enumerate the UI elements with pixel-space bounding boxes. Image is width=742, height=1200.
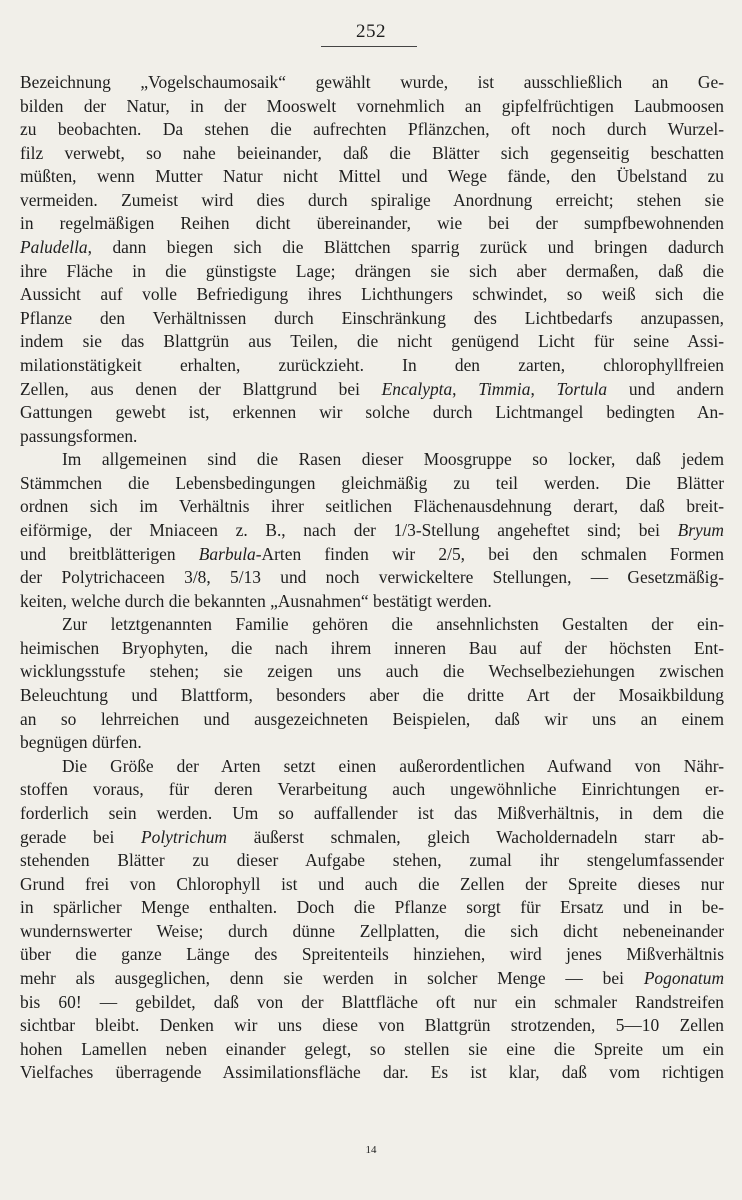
text-line: Gattungen gewebt ist, erkennen wir solche durch Lichtmangel bedingten An- bbox=[20, 402, 724, 423]
text-line: wundernswerter Weise; durch dünne Zellplatten, die sich dicht nebeneinander bbox=[20, 920, 724, 941]
text-line: sichtbar bleibt. Denken wir uns diese von Blattgrün strotzenden, 5—10 Zellen bbox=[20, 1015, 724, 1036]
text-line: ihre Fläche in die günstigste Lage; drängen sie sich aber dermaßen, daß die bbox=[20, 260, 724, 281]
header-rule bbox=[321, 46, 417, 47]
text-line: passungsformen. bbox=[20, 425, 138, 446]
text-line: ordnen sich im Verhältnis ihrer seitlichen Flächenausdehnung derart, daß breit- bbox=[20, 496, 724, 517]
text-line: zu beobachten. Da stehen die aufrechten Pflänzchen, oft noch durch Wurzel- bbox=[20, 119, 724, 140]
text-line: indem sie das Blattgrün aus Teilen, die nicht genügend Licht für seine Assi- bbox=[20, 331, 724, 352]
signature-mark: 14 bbox=[365, 1144, 377, 1156]
text-line: Zellen, aus denen der Blattgrund bei Encalypta, Timmia, Tortula und andern bbox=[20, 378, 724, 399]
text-line: hohen Lamellen neben einander gelegt, so stellen sie eine die Spreite um ein bbox=[20, 1038, 724, 1059]
text-line: Vielfaches überragende Assimilationsfläche dar. Es ist klar, daß vom richtigen bbox=[20, 1062, 724, 1083]
text-line: in regelmäßigen Reihen dicht übereinander, wie bei der sumpfbewohnenden bbox=[20, 213, 724, 234]
text-line: und breitblätterigen Barbula-Arten finden wir 2/5, bei den schmalen Formen bbox=[20, 543, 724, 564]
text-line: filz verwebt, so nahe beieinander, daß die Blätter sich gegenseitig beschatten bbox=[20, 142, 724, 163]
text-line: an so lehrreichen und ausgezeichneten Beispielen, daß wir uns an einem bbox=[20, 708, 724, 729]
text-line: Bezeichnung „Vogelschaumosaik“ gewählt wurde, ist ausschließlich an Ge- bbox=[20, 72, 724, 92]
text-line: mehr als ausgeglichen, denn sie werden in solcher Menge — bei Pogonatum bbox=[20, 967, 724, 988]
text-line: bis 60! — gebildet, daß von der Blattfläche oft nur ein schmaler Randstreifen bbox=[20, 991, 724, 1012]
text-line: über die ganze Länge des Spreitenteils hinziehen, wird jenes Mißverhältnis bbox=[20, 944, 724, 965]
text-line: Zur letztgenannten Familie gehören die ansehnlichsten Gestalten der ein- bbox=[62, 614, 724, 635]
text-line: Paludella, dann biegen sich die Blättchen sparrig zurück und bringen dadurch bbox=[20, 237, 724, 258]
paragraph bbox=[20, 448, 724, 613]
text-line: stehenden Blätter zu dieser Aufgabe stehen, zumal ihr stengelumfassender bbox=[20, 850, 724, 871]
text-line: heimischen Bryophyten, die nach ihrem inneren Bau auf der höchsten Ent- bbox=[20, 637, 724, 658]
text-line: milationstätigkeit erhalten, zurückzieht. In den zarten, chlorophyllfreien bbox=[20, 354, 724, 375]
text-line: keiten, welche durch die bekannten „Ausnahmen“ bestätigt werden. bbox=[20, 590, 492, 611]
text-line: forderlich sein werden. Um so auffallender ist das Mißverhältnis, in dem die bbox=[20, 802, 724, 823]
paragraph bbox=[20, 71, 724, 448]
text-line: eiförmige, der Mniaceen z. B., nach der 1/3-Stellung angeheftet sind; bei Bryum bbox=[20, 519, 724, 540]
text-line: Stämmchen die Lebensbedingungen gleichmäßig zu teil werden. Die Blätter bbox=[20, 472, 724, 493]
text-line: Aussicht auf volle Befriedigung ihres Lichthungers schwindet, so weiß sich die bbox=[20, 284, 724, 305]
text-line: begnügen dürfen. bbox=[20, 732, 142, 753]
text-line: vermeiden. Zumeist wird dies durch spiralige Anordnung erreicht; stehen sie bbox=[20, 189, 724, 210]
text-line: stoffen voraus, für deren Verarbeitung auch ungewöhnliche Einrichtungen er- bbox=[20, 779, 724, 800]
text-line: Pflanze den Verhältnissen durch Einschränkung des Lichtbedarfs anzupassen, bbox=[20, 307, 724, 328]
text-line: der Polytrichaceen 3/8, 5/13 und noch verwickeltere Stellungen, — Gesetzmäßig- bbox=[20, 567, 724, 588]
text-line: müßten, wenn Mutter Natur nicht Mittel und Wege fände, den Übelstand zu bbox=[20, 166, 724, 187]
text-line: gerade bei Polytrichum äußerst schmalen, gleich Wacholdernadeln starr ab- bbox=[20, 826, 725, 847]
paragraph bbox=[20, 613, 724, 754]
page-number: 252 bbox=[356, 21, 386, 42]
text-line: Im allgemeinen sind die Rasen dieser Moosgruppe so locker, daß jedem bbox=[62, 449, 724, 470]
text-line: Grund frei von Chlorophyll ist und auch die Zellen der Spreite dieses nur bbox=[20, 873, 724, 894]
text-line: Die Größe der Arten setzt einen außerordentlichen Aufwand von Nähr- bbox=[62, 755, 724, 776]
body-text bbox=[20, 71, 724, 1085]
text-line: in spärlicher Menge enthalten. Doch die Pflanze sorgt für Ersatz und in be- bbox=[20, 897, 724, 918]
paragraph bbox=[20, 755, 724, 1085]
text-line: wicklungsstufe stehen; sie zeigen uns auch die Wechselbeziehungen zwischen bbox=[20, 661, 724, 682]
text-line: Beleuchtung und Blattform, besonders aber die dritte Art der Mosaikbildung bbox=[20, 685, 724, 706]
text-line: bilden der Natur, in der Mooswelt vornehmlich an gipfelfrüchtigen Laubmoosen bbox=[20, 95, 724, 116]
